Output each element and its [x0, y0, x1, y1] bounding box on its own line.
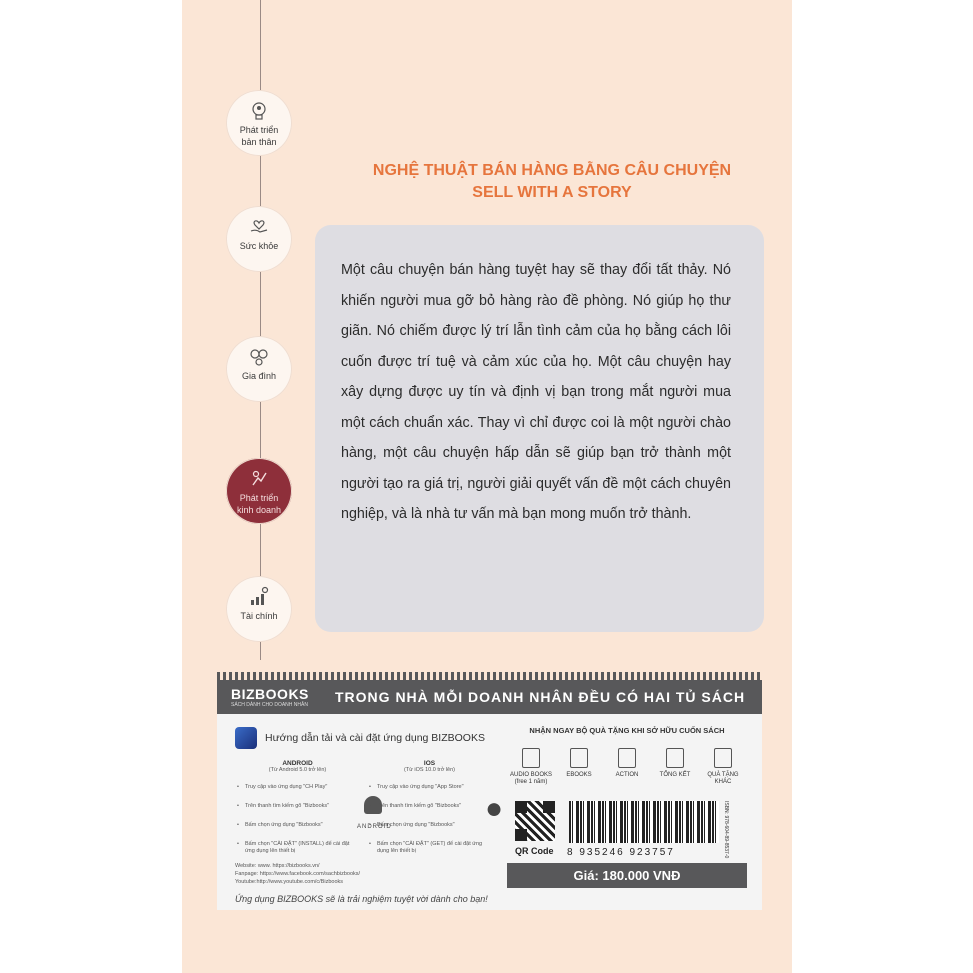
android-step: • Bấm chọn ứng dụng "Bizbooks": [235, 822, 335, 829]
app-info-panel: [217, 714, 762, 910]
ios-step: • Truy cập vào ứng dụng "App Store": [367, 784, 477, 791]
isbn-text: ISBN: 978-604-89-8537-0: [723, 801, 729, 859]
category-label: Gia đình: [241, 371, 277, 381]
gift-section: [507, 726, 747, 896]
gift-label: QUÀ TẶNG KHÁC: [707, 772, 739, 785]
gift-label: ACTION: [615, 772, 639, 778]
book-back-cover: [182, 0, 792, 973]
gift-item: [603, 748, 651, 779]
gift-item: [555, 748, 603, 779]
gift-item: [507, 748, 555, 786]
youtube-link[interactable]: Youtube:http://www.youtube.com/c/Bizbooks: [235, 879, 344, 885]
blurb-box: [315, 225, 764, 632]
barcode: [569, 801, 719, 843]
logo-text: BIZBOOKS: [231, 686, 309, 702]
book-title: [342, 160, 762, 204]
android-heading: ANDROID: [282, 760, 313, 767]
gift-item: [651, 748, 699, 779]
family-icon: [248, 346, 270, 368]
android-subheading: (Từ Android 5.0 trở lên): [268, 767, 327, 773]
ios-heading: IOS: [423, 760, 436, 767]
gift-item: [699, 748, 747, 786]
app-guide-title: Hướng dẫn tải và cài đặt ứng dụng BIZBOOKS: [265, 732, 485, 744]
banner-ticks: [217, 672, 762, 680]
gift-title: NHẬN NGAY BỘ QUÀ TẶNG KHI SỞ HỮU CUỐN SÁCH: [529, 726, 725, 735]
book-icon: [570, 748, 588, 768]
gift-icon: [714, 748, 732, 768]
gift-label: TỔNG KẾT: [659, 772, 691, 778]
category-health: [226, 206, 292, 272]
gift-label: EBOOKS: [566, 772, 592, 778]
document-icon: [618, 748, 636, 768]
speaker-icon: [522, 748, 540, 768]
qr-code[interactable]: [515, 801, 555, 841]
chart-growth-icon: [248, 586, 270, 608]
summary-icon: [666, 748, 684, 768]
category-self-development: [226, 90, 292, 156]
category-label: Phát triển bản thân: [239, 125, 279, 147]
category-finance: [226, 576, 292, 642]
barcode-number: 8 935246 923757: [567, 847, 675, 858]
category-label: Sức khỏe: [239, 241, 279, 251]
category-business-development: [226, 458, 292, 524]
ios-step: • Bấm chọn "CÀI ĐẶT" (GET) để cài đặt ứng dụng lên thiết bị: [367, 841, 487, 855]
business-icon: [248, 468, 270, 490]
website-link[interactable]: Website: www. https://bizbooks.vn/: [235, 863, 320, 869]
android-brand: ANDROID: [357, 824, 392, 830]
apple-icon: ●: [485, 792, 504, 825]
contact-links: [235, 862, 360, 886]
android-step: • Truy cập vào ứng dụng "CH Play": [235, 784, 335, 791]
qr-label: QR Code: [515, 846, 554, 856]
bizbooks-app-icon: [235, 727, 257, 749]
ios-subheading: (Từ iOS 10.0 trở lên): [404, 767, 455, 773]
category-label: Phát triển kinh doanh: [236, 493, 282, 515]
android-step: • Bấm chọn "CÀI ĐẶT" (INSTALL) để cài đặt ứng dụng lên thiết bị: [235, 841, 355, 855]
bizbooks-logo: [231, 686, 309, 708]
publisher-banner: [217, 680, 762, 714]
android-step: • Trên thanh tìm kiếm gõ "Bizbooks": [235, 803, 335, 810]
title-english: SELL WITH A STORY: [472, 184, 632, 201]
banner-slogan: TRONG NHÀ MỖI DOANH NHÂN ĐỀU CÓ HAI TỦ SÁCH: [335, 689, 746, 705]
ios-step: • Bấm chọn ứng dụng "Bizbooks": [367, 822, 467, 829]
title-vietnamese: NGHỆ THUẬT BÁN HÀNG BẰNG CÂU CHUYỆN: [372, 162, 732, 179]
category-label: Tài chính: [240, 611, 278, 621]
person-bulb-icon: [248, 100, 270, 122]
android-instructions: [235, 760, 360, 867]
blurb-text: Một câu chuyện bán hàng tuyệt hay sẽ thay đổi tất thảy. Nó khiến người mua gỡ bỏ hàng rào đề phòng. Nó giúp họ thư giãn. Nó chiếm được lý trí lẫn tình cảm của họ bằng cách lôi cuốn được trí tuệ và cảm xúc của họ. Một câu chuyện hay xây dựng được uy tín và định vị bạn trong mắt người mua một cách chuẩn xác. Thay vì chỉ được coi là một người chào hàng, một câu chuyện hấp dẫn sẽ giúp bạn trở thành một người tạo ra giá trị, người giải quyết vấn đề một cách chuyên nghiệp, và là nhà tư vấn mà bạn mong muốn trở thành.: [341, 262, 731, 522]
app-footer-note: Ứng dụng BIZBOOKS sẽ là trải nghiệm tuyệt vời dành cho bạn!: [235, 894, 488, 904]
gift-label: AUDIO BOOKS (free 1 năm): [509, 772, 552, 785]
price-tag: Giá: 180.000 VNĐ: [507, 863, 747, 888]
ios-instructions: [367, 760, 492, 867]
category-family: [226, 336, 292, 402]
ios-step: • Trên thanh tìm kiếm gõ "Bizbooks": [367, 803, 467, 810]
fanpage-link[interactable]: Fanpage: https://www.facebook.com/sachbizbooks/: [235, 871, 361, 877]
logo-subtitle: SÁCH DÀNH CHO DOANH NHÂN: [231, 702, 308, 708]
hand-heart-icon: [248, 216, 270, 238]
